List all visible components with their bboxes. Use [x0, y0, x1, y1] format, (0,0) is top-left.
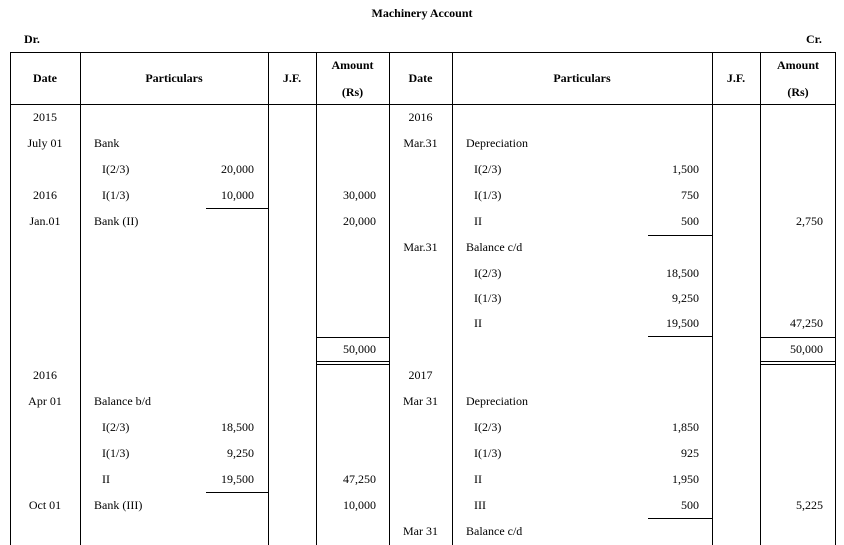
debit-amount-cell: 47,250 [343, 472, 376, 486]
header-amount-unit-dr: (Rs) [341, 85, 364, 99]
subtotal-rule-cr-3 [648, 518, 712, 519]
col-sep-date-particulars-cr [452, 52, 453, 545]
debit-date-cell: July 01 [27, 136, 63, 150]
credit-sub-particulars-cell: I(2/3) [474, 266, 502, 280]
col-sep-date-particulars-dr [80, 52, 81, 545]
total-bottom-rule-cr-2 [760, 364, 836, 365]
credit-particulars-cell: Depreciation [466, 136, 528, 150]
debit-inner-amount-cell: 19,500 [221, 472, 254, 486]
credit-side-label: Cr. [806, 32, 822, 46]
subtotal-rule-dr-1 [206, 208, 268, 209]
debit-date-cell: 2016 [33, 368, 57, 382]
debit-sub-particulars-cell: I(2/3) [102, 162, 130, 176]
total-bottom-rule-dr-1 [316, 361, 389, 362]
credit-inner-amount-cell: 1,950 [672, 472, 699, 486]
debit-date-cell: Oct 01 [28, 498, 62, 512]
total-top-rule-dr [316, 337, 389, 338]
debit-inner-amount-cell: 18,500 [221, 420, 254, 434]
debit-inner-amount-cell: 20,000 [221, 162, 254, 176]
credit-amount-cell: 47,250 [790, 316, 823, 330]
debit-date-cell: Jan.01 [29, 214, 61, 228]
debit-particulars-cell: Bank (II) [94, 214, 139, 228]
credit-date-cell: 2017 [408, 368, 433, 382]
credit-date-cell: Mar.31 [403, 240, 438, 254]
credit-sub-particulars-cell: I(1/3) [474, 188, 502, 202]
credit-sub-particulars-cell: II [474, 316, 482, 330]
total-bottom-rule-dr-2 [316, 364, 389, 365]
col-sep-particulars-jf-dr [268, 52, 269, 545]
page-title: Machinery Account [371, 6, 473, 20]
credit-inner-amount-cell: 18,500 [666, 266, 699, 280]
debit-sub-particulars-cell: II [102, 472, 110, 486]
credit-amount-cell: 50,000 [790, 342, 823, 356]
subtotal-rule-dr-2 [206, 492, 268, 493]
header-date-dr: Date [33, 71, 57, 85]
debit-amount-cell: 30,000 [343, 188, 376, 202]
credit-sub-particulars-cell: III [474, 498, 486, 512]
table-right-border [835, 52, 836, 545]
credit-inner-amount-cell: 500 [681, 498, 699, 512]
header-particulars-dr: Particulars [145, 71, 203, 85]
debit-sub-particulars-cell: I(1/3) [102, 188, 130, 202]
total-bottom-rule-cr-1 [760, 361, 836, 362]
table-left-border [10, 52, 11, 545]
debit-date-cell: Apr 01 [28, 394, 62, 408]
credit-sub-particulars-cell: II [474, 472, 482, 486]
header-jf-cr: J.F. [726, 71, 746, 85]
debit-amount-cell: 50,000 [343, 342, 376, 356]
header-date-cr: Date [408, 71, 433, 85]
debit-sub-particulars-cell: I(1/3) [102, 446, 130, 460]
total-top-rule-cr [760, 337, 836, 338]
debit-sub-particulars-cell: I(2/3) [102, 420, 130, 434]
credit-inner-amount-cell: 1,850 [672, 420, 699, 434]
header-particulars-cr: Particulars [553, 71, 611, 85]
credit-amount-cell: 2,750 [796, 214, 823, 228]
debit-inner-amount-cell: 10,000 [221, 188, 254, 202]
credit-particulars-cell: Balance c/d [466, 524, 523, 538]
credit-inner-amount-cell: 500 [681, 214, 699, 228]
credit-date-cell: 2016 [408, 110, 433, 124]
col-sep-particulars-jf-cr [712, 52, 713, 545]
debit-side-label: Dr. [24, 32, 40, 46]
credit-sub-particulars-cell: I(1/3) [474, 446, 502, 460]
credit-date-cell: Mar.31 [403, 136, 438, 150]
credit-inner-amount-cell: 19,500 [666, 316, 699, 330]
subtotal-rule-cr-2 [648, 336, 712, 337]
credit-particulars-cell: Balance c/d [466, 240, 523, 254]
header-amount-dr: Amount [331, 58, 374, 72]
credit-sub-particulars-cell: I(2/3) [474, 420, 502, 434]
credit-inner-amount-cell: 9,250 [672, 291, 699, 305]
debit-particulars-cell: Balance b/d [94, 394, 151, 408]
credit-inner-amount-cell: 1,500 [672, 162, 699, 176]
debit-date-cell: 2016 [33, 188, 57, 202]
credit-date-cell: Mar 31 [403, 524, 438, 538]
credit-sub-particulars-cell: I(1/3) [474, 291, 502, 305]
debit-particulars-cell: Bank (III) [94, 498, 143, 512]
credit-amount-cell: 5,225 [796, 498, 823, 512]
debit-inner-amount-cell: 9,250 [227, 446, 254, 460]
debit-date-cell: 2015 [33, 110, 57, 124]
debit-amount-cell: 20,000 [343, 214, 376, 228]
credit-sub-particulars-cell: I(2/3) [474, 162, 502, 176]
credit-date-cell: Mar 31 [403, 394, 438, 408]
credit-inner-amount-cell: 750 [681, 188, 699, 202]
col-sep-jf-amount-cr [760, 52, 761, 545]
subtotal-rule-cr-1 [648, 235, 712, 236]
credit-particulars-cell: Depreciation [466, 394, 528, 408]
header-amount-cr: Amount [776, 58, 819, 72]
header-amount-unit-cr: (Rs) [787, 85, 809, 99]
credit-inner-amount-cell: 925 [681, 446, 699, 460]
debit-amount-cell: 10,000 [343, 498, 376, 512]
header-jf-dr: J.F. [282, 71, 302, 85]
col-sep-center [389, 52, 390, 545]
credit-sub-particulars-cell: II [474, 214, 482, 228]
debit-particulars-cell: Bank [94, 136, 120, 150]
